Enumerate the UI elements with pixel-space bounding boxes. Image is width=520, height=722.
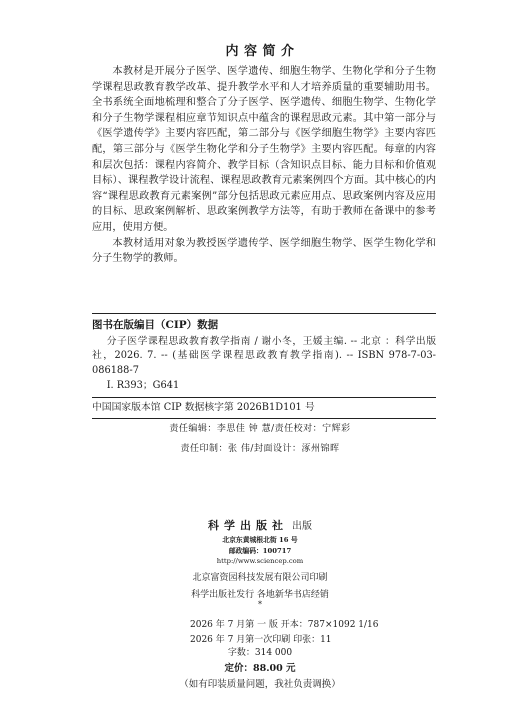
publish-label: 出版 [292, 521, 312, 532]
cip-record-number: 中国国家版本馆 CIP 数据核字第 2026B1D101 号 [92, 397, 436, 416]
cip-data-block [92, 313, 436, 419]
publisher-postcode: 邮政编码：100717 [228, 547, 292, 555]
word-count: 字数：314 000 [227, 648, 293, 658]
quality-note: （如有印装质量问题，我社负责调换） [179, 679, 341, 690]
summary-paragraph-1: 本教材是开展分子医学、医学遗传、细胞生物学、生物化学和分子生物学课程思政教育教学改革、提升教学水平和人才培养质量的重要辅助用书。全书系统全面地梳理和整合了分子医学、医学遗传、细胞生物学、生物化学和分子生物学课程相应章节知识点中蕴含的课程思政元素。其中第一部分与《医学遗传学》主要内容匹配，第二部分与《医学细胞生物学》主要内容匹配，第三部分与《医学生物化学和分子生物学》主要内容匹配。每章的内容和层次包括：课程内容简介、教学目标（含知识点目标、能力目标和价值观目标）、课程教学设计流程、课程思政教育元素案例四个方面。其中核心的内容“课程思政教育元素案例”部分包括思政元素应用点、思政案例内容及应用的目标、思政案例解析、思政案例教学方法等，有助于教师在备课中的参考应用，使用方便。 [92, 66, 436, 233]
separator-star: * [258, 600, 262, 609]
distribution-info: 科学出版社发行 各地新华书店经销 [191, 590, 329, 600]
printer-info: 北京富资园科技发展有限公司印刷 [192, 573, 328, 583]
cip-classification: Ⅰ. R393；G641 [106, 380, 180, 392]
publisher-logo: 科学出版社 [208, 519, 288, 532]
editor-credits: 责任编辑：李思佳 钟 慧/责任校对：宁辉彩 [169, 424, 351, 434]
content-summary [92, 64, 436, 267]
publisher-website: http://www.sciencep.com [216, 557, 304, 565]
page-title: 内 容 简 介 [225, 44, 295, 59]
printing-sheets: 2026 年 7 月第一次印刷 印张：11 [190, 635, 332, 645]
cip-entry: 分子医学课程思政教育教学指南 / 谢小冬，王媛主编. -- 北京 ：科学出版社，2026. 7. -- (基础医学课程思政教育教学指南). -- ISBN 978-7-03-086188-7 [92, 335, 436, 376]
publisher-address: 北京东黄城根北街 16 号 [222, 536, 298, 544]
cip-heading: 图书在版编目（CIP）数据 [92, 319, 219, 331]
production-credits: 责任印制：张 伟/封面设计：涿州锦晖 [180, 444, 340, 454]
price: 定价：88.00 元 [224, 663, 296, 674]
summary-paragraph-2: 本教材适用对象为教授医学遗传学、医学细胞生物学、医学生物化学和分子生物学的教师。 [92, 237, 436, 265]
publisher-line [0, 517, 520, 533]
edition-format: 2026 年 7 月第 一 版 开本：787×1092 1/16 [190, 620, 379, 630]
